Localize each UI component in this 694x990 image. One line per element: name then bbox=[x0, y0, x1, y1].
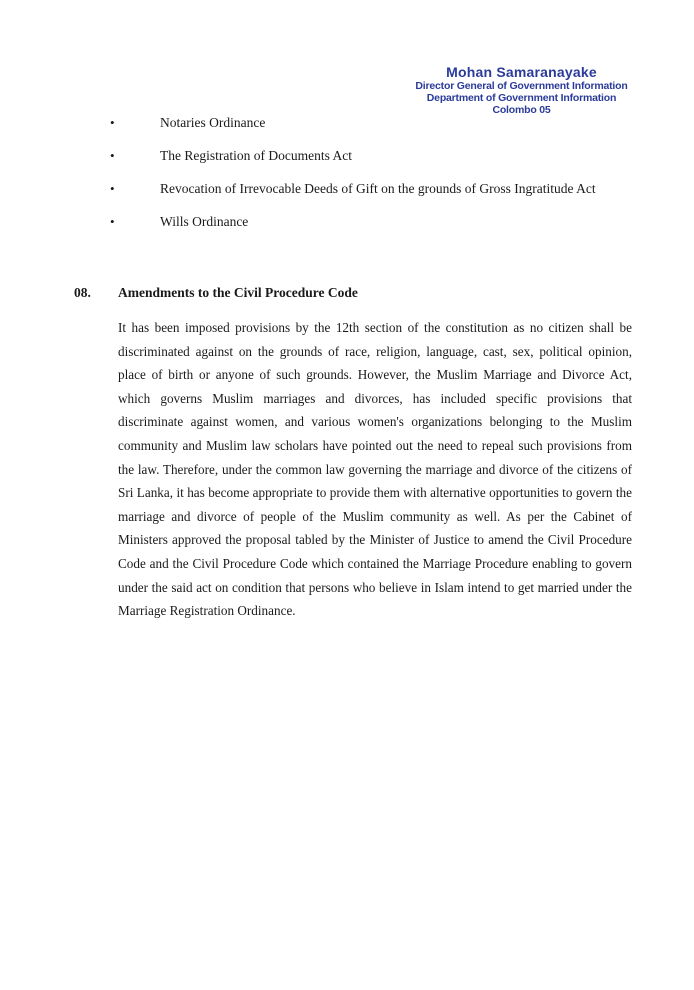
ordinance-list bbox=[110, 114, 650, 246]
list-item-text: Wills Ordinance bbox=[160, 214, 249, 229]
bullet-icon: • bbox=[110, 181, 115, 196]
stamp-location: Colombo 05 bbox=[492, 104, 551, 117]
list-item bbox=[110, 147, 650, 180]
stamp-title: Director General of Government Information bbox=[415, 80, 628, 93]
list-item bbox=[110, 114, 650, 147]
list-item bbox=[110, 213, 650, 246]
section-number: 08. bbox=[74, 285, 91, 300]
bullet-icon: • bbox=[110, 214, 115, 229]
stamp-department: Department of Government Information bbox=[426, 92, 617, 105]
list-item-text: Notaries Ordinance bbox=[160, 115, 266, 130]
section-body-paragraph: It has been imposed provisions by the 12th section of the constitution as no citizen shall be discriminated against on the grounds of race, religion, language, cast, sex, political opinion, place of birth or anyone of such grounds. However, the Muslim Marriage and Divorce Act, which governs Muslim marriages and divorces, has included specific provisions that discriminate against women, and various women's organizations belonging to the Muslim community and Muslim law scholars have pointed out the need to repeal such provisions from the law. Therefore, under the common law governing the marriage and divorce of the citizens of Sri Lanka, it has become appropriate to provide them with alternative opportunities to govern the marriage and divorce of people of the Muslim community as well. As per the Cabinet of Ministers approved the proposal tabled by the Minister of Justice to amend the Civil Procedure Code and the Civil Procedure Code which contained the Marriage Procedure enabling to govern under the said act on condition that persons who believe in Islam intend to get married under the Marriage Registration Ordinance. bbox=[118, 320, 632, 619]
list-item bbox=[110, 180, 650, 213]
bullet-icon: • bbox=[110, 115, 115, 130]
stamp-name: Mohan Samaranayake bbox=[446, 64, 597, 80]
official-stamp bbox=[414, 64, 629, 116]
section-title: Amendments to the Civil Procedure Code bbox=[118, 285, 358, 300]
list-item-text: The Registration of Documents Act bbox=[160, 148, 352, 163]
bullet-icon: • bbox=[110, 148, 115, 163]
list-item-text: Revocation of Irrevocable Deeds of Gift on the grounds of Gross Ingratitude Act bbox=[160, 181, 596, 196]
